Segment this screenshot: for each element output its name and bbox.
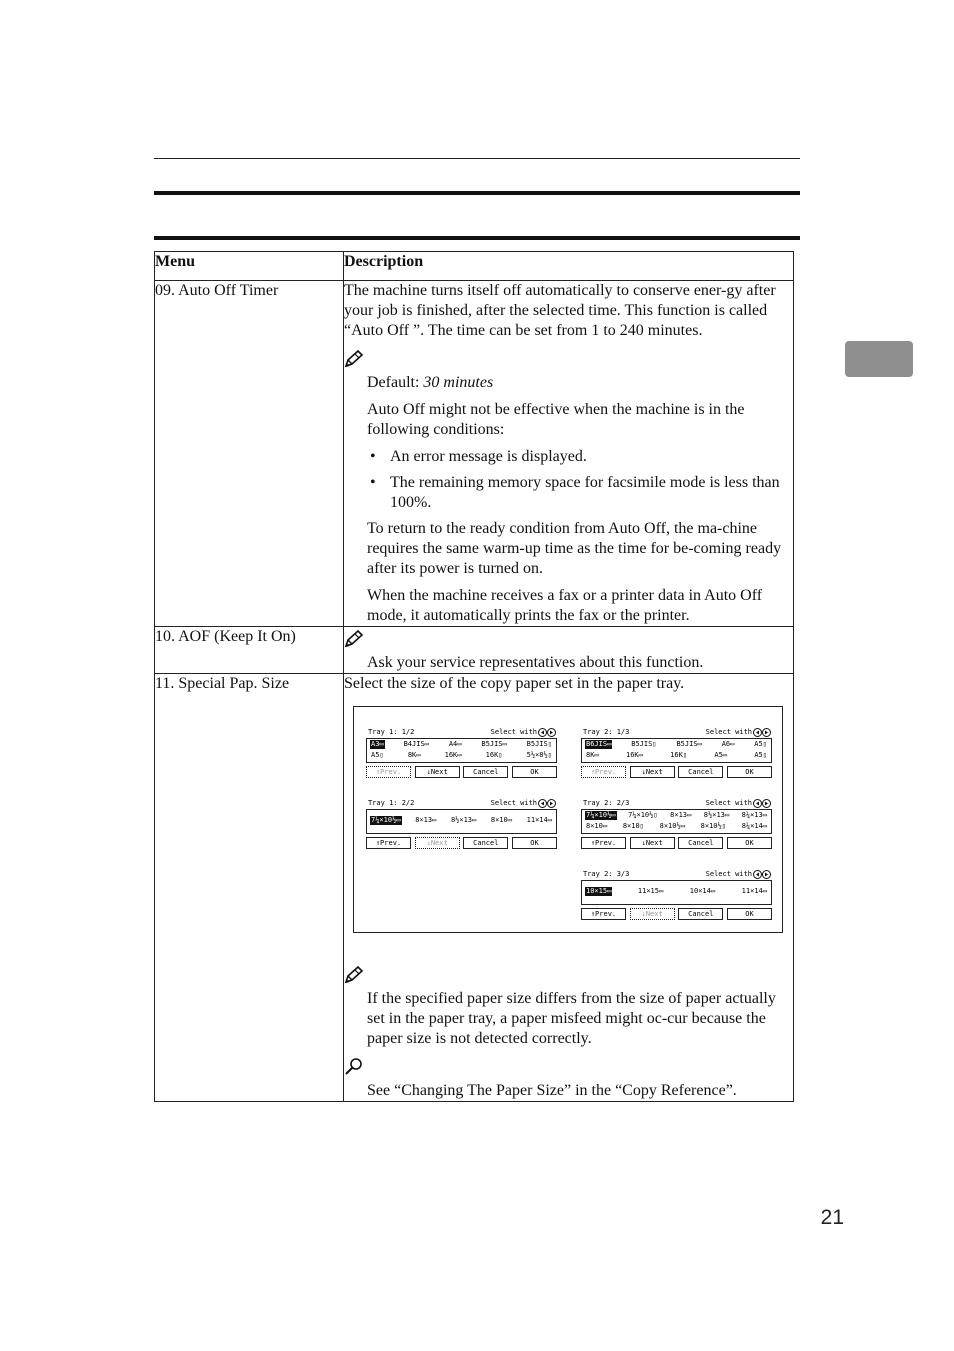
note-text: Ask your service representatives about this function. xyxy=(367,654,704,671)
lcd-option-row xyxy=(370,740,553,749)
lcd-screen xyxy=(366,728,557,781)
lcd-option-row xyxy=(370,751,553,760)
reference-text: See “Changing The Paper Size” in the “Copy Reference”. xyxy=(367,1082,737,1099)
cancel-button[interactable]: Cancel xyxy=(463,837,508,849)
paper-size-option[interactable]: B5JIS▯ xyxy=(631,740,657,748)
paper-size-option[interactable]: B6JIS▭ xyxy=(586,740,612,748)
lcd-select-hint: Select with xyxy=(705,799,752,807)
paper-size-option[interactable]: A5▯ xyxy=(754,751,767,759)
lcd-option-box xyxy=(366,809,557,834)
note-block xyxy=(344,373,793,626)
paper-size-option[interactable]: 8×10▯ xyxy=(622,822,644,830)
next-button[interactable]: ↓Next xyxy=(630,837,675,849)
default-value: 30 minutes xyxy=(423,374,494,391)
menu-description-table xyxy=(154,251,794,1102)
table-row xyxy=(155,281,794,627)
condition-list xyxy=(367,447,791,513)
cancel-button[interactable]: Cancel xyxy=(678,908,723,920)
paper-size-option[interactable]: 8×10▭ xyxy=(490,816,512,824)
lcd-select-hint: Select with xyxy=(705,870,752,878)
description-cell xyxy=(344,627,794,674)
lcd-title: Tray 2: 1/3 xyxy=(583,728,630,736)
note-pencil-icon xyxy=(344,965,364,985)
lcd-title: Tray 2: 2/3 xyxy=(583,799,630,807)
lcd-screen xyxy=(366,799,557,852)
lcd-select-hint: Select with xyxy=(490,728,537,736)
lcd-screen xyxy=(581,799,772,852)
section-thick-rule xyxy=(154,236,800,240)
paper-size-option[interactable]: 10×15▭ xyxy=(586,887,612,895)
paper-size-option[interactable]: A3▭ xyxy=(371,740,384,748)
scroll-arrows-icon xyxy=(538,799,556,808)
lcd-title: Tray 1: 2/2 xyxy=(368,799,415,807)
paper-size-option[interactable]: 16K▭ xyxy=(625,751,643,759)
note-block xyxy=(344,989,793,1049)
lcd-option-row xyxy=(370,816,553,825)
table-row xyxy=(155,627,794,674)
ok-button[interactable]: OK xyxy=(512,766,557,778)
lcd-button-bar xyxy=(581,766,772,778)
list-item: • An error message is displayed. xyxy=(367,447,791,467)
note-intro: Auto Off might not be effective when the machine is in the following conditions: xyxy=(367,401,745,438)
paper-size-option[interactable]: 8¼×13▭ xyxy=(741,811,767,819)
prev-button[interactable]: ↑Prev. xyxy=(581,908,626,920)
lcd-title: Tray 1: 1/2 xyxy=(368,728,415,736)
ok-button[interactable]: OK xyxy=(727,766,772,778)
lcd-screens-figure xyxy=(353,706,783,933)
next-button[interactable]: ↓Next xyxy=(630,766,675,778)
paper-size-option[interactable]: A5▯ xyxy=(754,740,767,748)
table-header-row xyxy=(155,252,794,281)
paper-size-option[interactable]: B5JIS▯ xyxy=(526,740,552,748)
reference-block xyxy=(344,1081,793,1101)
menu-column-header: Menu xyxy=(155,252,344,281)
lcd-button-bar xyxy=(581,908,772,920)
paper-size-option[interactable]: A5▭ xyxy=(714,751,728,759)
lcd-option-row xyxy=(585,751,768,760)
next-button[interactable]: ↓Next xyxy=(415,837,460,849)
ok-button[interactable]: OK xyxy=(512,837,557,849)
paper-size-option[interactable]: 8½×13▭ xyxy=(703,811,730,819)
note-block xyxy=(344,653,793,673)
lcd-button-bar xyxy=(581,837,772,849)
lcd-option-row xyxy=(585,887,768,896)
cancel-button[interactable]: Cancel xyxy=(678,766,723,778)
paper-size-option[interactable]: 7¼×10½▯ xyxy=(628,811,658,819)
lcd-select-hint: Select with xyxy=(490,799,537,807)
description-cell xyxy=(344,281,794,627)
paper-size-option[interactable]: 16K▯ xyxy=(485,751,503,759)
lcd-option-box xyxy=(581,880,772,905)
lcd-option-box xyxy=(581,809,772,834)
page-number: 21 xyxy=(820,1206,844,1229)
paper-size-option[interactable]: 8K▭ xyxy=(586,751,599,759)
paper-size-option[interactable]: A5▯ xyxy=(371,751,384,759)
cancel-button[interactable]: Cancel xyxy=(678,837,723,849)
note-text: To return to the ready condition from Auto Off, the ma-chine requires the same warm-up time as the time for be-coming ready after its power is turned on. xyxy=(367,520,782,577)
lcd-title: Tray 2: 3/3 xyxy=(583,870,630,878)
magnifier-reference-icon xyxy=(344,1057,364,1077)
scroll-arrows-icon xyxy=(753,728,771,737)
lcd-option-row xyxy=(585,811,768,820)
lcd-option-box xyxy=(366,738,557,763)
header-thick-rule xyxy=(154,191,800,195)
ok-button[interactable]: OK xyxy=(727,837,772,849)
menu-item-aof: 10. AOF (Keep It On) xyxy=(155,627,344,674)
table-row xyxy=(155,674,794,1102)
paper-size-option[interactable]: 10×14▭ xyxy=(689,887,716,895)
lcd-option-box xyxy=(581,738,772,763)
paper-size-option[interactable]: 16K▭ xyxy=(444,751,462,759)
description-column-header: Description xyxy=(344,252,794,281)
lcd-select-hint: Select with xyxy=(705,728,752,736)
paper-size-option[interactable]: 11×15▭ xyxy=(637,887,664,895)
note-text: When the machine receives a fax or a printer data in Auto Off mode, it automatically prints the fax or the printer. xyxy=(367,587,763,624)
note-text: If the specified paper size differs from the size of paper actually set in the paper tray, a paper misfeed might oc-cur because the paper size is not detected correctly. xyxy=(367,990,776,1047)
paper-size-option[interactable]: 5½×8½▯ xyxy=(526,751,552,759)
paper-size-option[interactable]: 11×14▭ xyxy=(741,887,767,895)
paper-size-option[interactable]: 8×10½▯ xyxy=(700,822,726,830)
scroll-arrows-icon xyxy=(753,870,771,879)
note-pencil-icon xyxy=(344,349,364,369)
note-pencil-icon xyxy=(344,629,364,649)
paper-size-option[interactable]: 8×13▭ xyxy=(415,816,437,824)
paper-size-option[interactable]: 8×10▭ xyxy=(586,822,608,830)
lcd-button-bar xyxy=(366,837,557,849)
paper-size-option[interactable]: B5JIS▭ xyxy=(676,740,702,748)
scroll-arrows-icon xyxy=(538,728,556,737)
chapter-tab xyxy=(845,341,913,377)
next-button[interactable]: ↓Next xyxy=(415,766,460,778)
prev-button[interactable]: ↑Prev. xyxy=(366,766,411,778)
prev-button[interactable]: ↑Prev. xyxy=(366,837,411,849)
lcd-option-row xyxy=(585,822,768,831)
description-cell xyxy=(344,674,794,1102)
paper-size-option[interactable]: 8K▭ xyxy=(407,751,421,759)
menu-item-special-paper-size: 11. Special Pap. Size xyxy=(155,674,344,1102)
default-line: Default: 30 minutes xyxy=(367,374,494,391)
paper-size-option[interactable]: 8×10½▭ xyxy=(659,822,685,830)
description-text: Select the size of the copy paper set in the paper tray. xyxy=(344,675,685,692)
paper-size-option[interactable]: 8×13▭ xyxy=(670,811,692,819)
paper-size-option[interactable]: 7¼×10½▭ xyxy=(586,811,616,819)
cancel-button[interactable]: Cancel xyxy=(463,766,508,778)
paper-size-option[interactable]: B5JIS▭ xyxy=(481,740,507,748)
menu-item-auto-off-timer: 09. Auto Off Timer xyxy=(155,281,344,627)
paper-size-option[interactable]: B4JIS▭ xyxy=(403,740,429,748)
lcd-screen xyxy=(581,728,772,781)
list-item: • The remaining memory space for facsimile mode is less than 100%. xyxy=(367,473,791,513)
paper-size-option[interactable]: 16K▯ xyxy=(670,751,688,759)
paper-size-option[interactable]: 8¼×14▭ xyxy=(741,822,767,830)
prev-button[interactable]: ↑Prev. xyxy=(581,837,626,849)
prev-button[interactable]: ↑Prev. xyxy=(581,766,626,778)
paper-size-option[interactable]: A6▭ xyxy=(721,740,735,748)
scroll-arrows-icon xyxy=(753,799,771,808)
lcd-option-row xyxy=(585,740,768,749)
ok-button[interactable]: OK xyxy=(727,908,772,920)
next-button[interactable]: ↓Next xyxy=(630,908,675,920)
lcd-screen xyxy=(581,870,772,923)
lcd-button-bar xyxy=(366,766,557,778)
paper-size-option[interactable]: 7¼×10½▭ xyxy=(371,816,401,824)
paper-size-option[interactable]: 11×14▭ xyxy=(526,816,552,824)
top-thin-rule xyxy=(154,158,800,159)
description-text: The machine turns itself off automatically to conserve ener-gy after your job is finished, after the selected time. This function is called “Auto Off ”. The time can be set from 1 to 240 minutes. xyxy=(344,282,776,339)
paper-size-option[interactable]: 8½×13▭ xyxy=(450,816,477,824)
paper-size-option[interactable]: A4▭ xyxy=(448,740,462,748)
